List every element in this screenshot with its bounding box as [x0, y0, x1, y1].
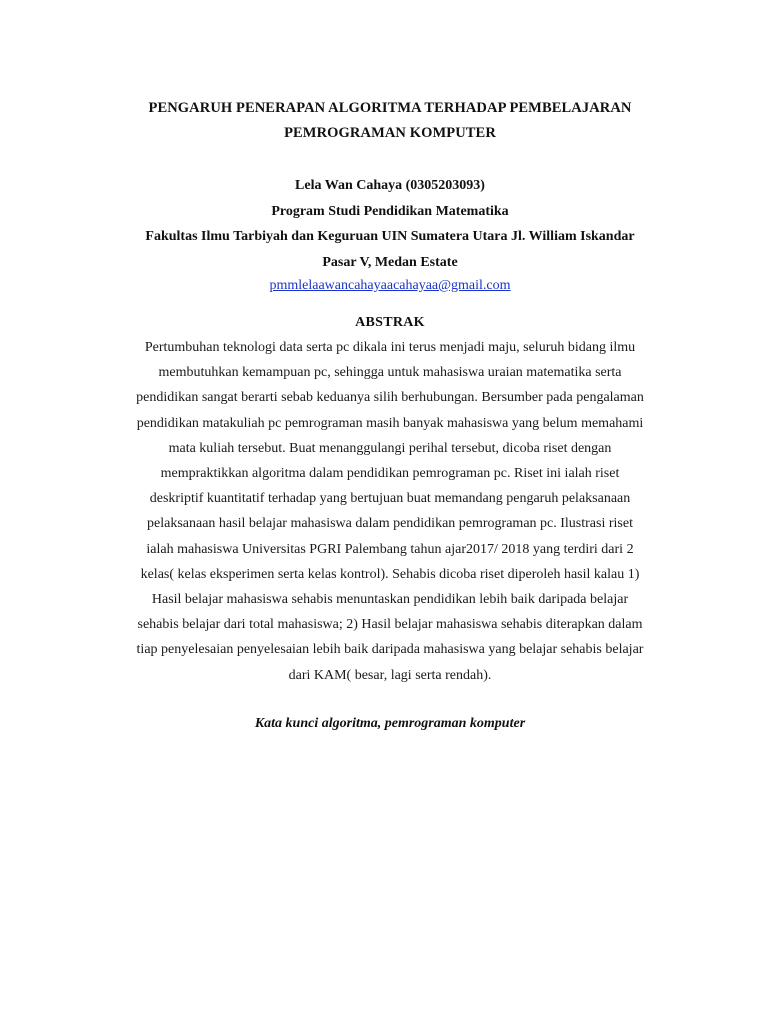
abstract-line: mempraktikkan algoritma dalam pendidikan pemrograman pc. Riset ini ialah riset	[160, 466, 620, 482]
abstract-line: ialah mahasiswa Universitas PGRI Palembang tahun ajar2017/ 2018 yang terdiri dari 2	[146, 541, 634, 557]
abstract-line: dari KAM( besar, lagi serta rendah).	[288, 667, 492, 683]
abstract-line: Hasil belajar mahasiswa sehabis menuntaskan pendidikan lebih baik daripada belajar	[151, 592, 629, 608]
abstract-heading: ABSTRAK	[355, 315, 425, 330]
abstract-line: pelaksanaan hasil belajar mahasiswa dalam pendidikan pemrograman pc. Ilustrasi riset	[147, 516, 633, 532]
abstract-line: kelas( kelas eksperimen serta kelas kontrol). Sehabis dicoba riset diperoleh hasil kalau 1)	[140, 566, 640, 582]
title-line-1: PENGARUH PENERAPAN ALGORITMA TERHADAP PEMBELAJARAN	[148, 100, 632, 116]
author-faculty: Fakultas Ilmu Tarbiyah dan Keguruan UIN Sumatera Utara Jl. William Iskandar	[145, 229, 635, 244]
abstract-line: sehabis belajar dari total mahasiswa; 2) Hasil belajar mahasiswa sehabis diterapkan dalam	[137, 617, 643, 633]
abstract-line: pendidikan sangat berarti sebab keduanya silih berhubungan. Bersumber pada pengalaman	[136, 390, 644, 406]
abstract-line: mata kuliah tersebut. Buat menanggulangi perihal tersebut, dicoba riset dengan	[168, 440, 612, 456]
abstract-line: Pertumbuhan teknologi data serta pc dikala ini terus menjadi maju, seluruh bidang ilmu	[144, 340, 636, 355]
email-line	[60, 275, 720, 297]
keywords-line: Kata kunci algoritma, pemrograman komputer	[254, 716, 526, 731]
abstract-line: deskriptif kuantitatif terhadap yang bertujuan buat memandang pengaruh pelaksanaan	[149, 491, 631, 507]
author-email-link[interactable]: pmmlelaawancahayaacahayaa@gmail.com	[269, 278, 511, 293]
abstract-body	[60, 335, 720, 688]
author-name: Lela Wan Cahaya (0305203093)	[295, 178, 485, 193]
author-address: Pasar V, Medan Estate	[322, 254, 458, 270]
author-program: Program Studi Pendidikan Matematika	[271, 203, 509, 219]
author-block	[60, 173, 720, 275]
abstract-line: tiap penyelesaian penyelesaian lebih baik daripada mahasiswa yang belajar sehabis belajar	[136, 642, 644, 658]
abstract-line: membutuhkan kemampuan pc, sehingga untuk mahasiswa uraian matematika serta	[158, 365, 622, 381]
title-line-2: PEMROGRAMAN KOMPUTER	[284, 125, 496, 141]
paper-title	[60, 96, 720, 146]
abstract-line: pendidikan matakuliah pc pemrograman masih banyak mahasiswa yang belum memahami	[136, 415, 644, 431]
